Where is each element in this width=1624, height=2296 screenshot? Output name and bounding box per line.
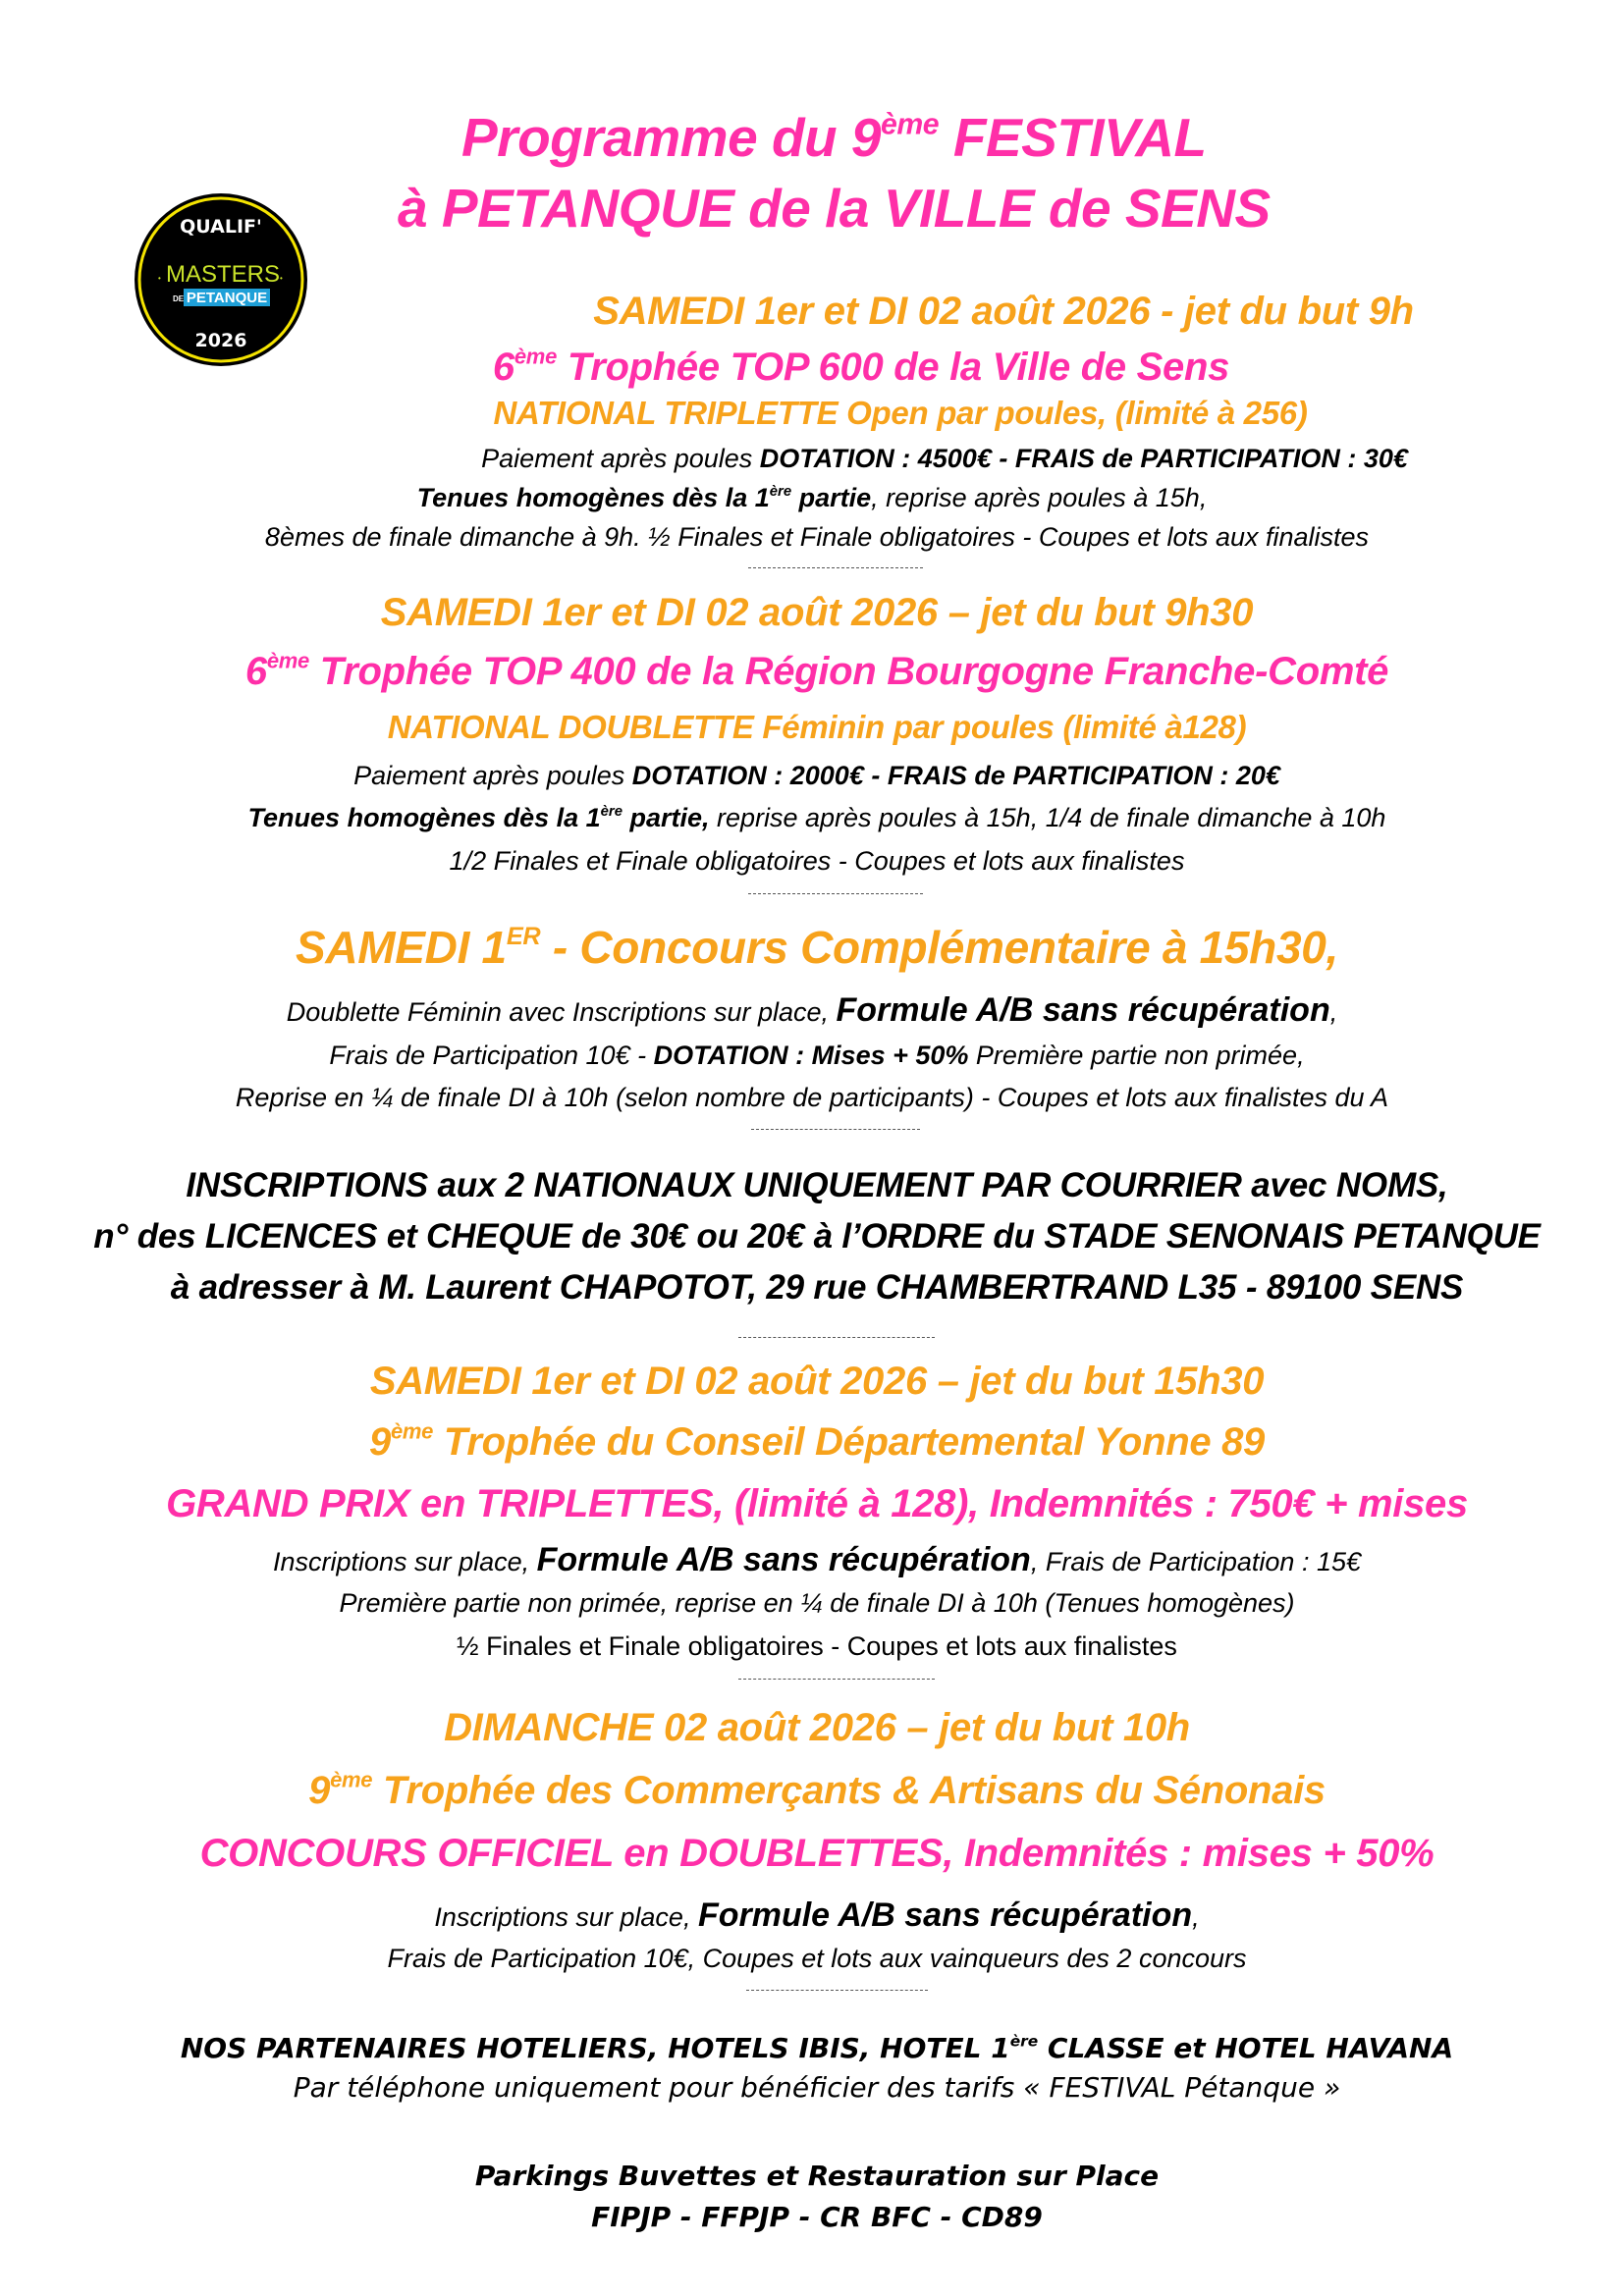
s1-finals: 8èmes de finale dimanche à 9h. ½ Finales et Finale obligatoires - Coupes et lots aux finalistes [264, 522, 1370, 552]
separator [746, 1990, 928, 1991]
s4-formule: Formule A/B sans récupération [536, 1541, 1031, 1578]
logo-year-text: 2026 [194, 330, 247, 351]
logo-qualif-text: QUALIF' [180, 216, 262, 238]
partners-text: NOS PARTENAIRES HOTELIERS, HOTELS IBIS, HOTEL 1 [180, 2032, 1010, 2064]
s4-line-1-text: Inscriptions sur place, [273, 1547, 537, 1576]
separator [738, 1679, 935, 1680]
partners-post: CLASSE et HOTEL HAVANA [1038, 2032, 1454, 2064]
s2-tenues-rest: reprise après poules à 15h, 1/4 de finale dimanche à 10h [709, 803, 1386, 832]
s1-trophy-text: Trophée TOP 600 de la Ville de Sens [557, 346, 1230, 389]
s2-tenues-bold2: partie, [622, 803, 710, 832]
s5-type: CONCOURS OFFICIEL en DOUBLETTES, Indemnités : mises + 50% [199, 1832, 1435, 1875]
s5-date: DIMANCHE 02 août 2026 – jet du but 10h [444, 1706, 1190, 1749]
phone-line: Par téléphone uniquement pour bénéficier des tarifs « FESTIVAL Pétanque » [293, 2071, 1341, 2104]
s5-trophy [5, 1769, 1624, 1813]
s1-tenues-bold: Tenues homogènes dès la 1 [416, 483, 770, 512]
s3-dotation: DOTATION : Mises + 50% [653, 1041, 969, 1070]
s3-line-3: Reprise en ¼ de finale DI à 10h (selon nombre de participants) - Coupes et lots aux finalistes du A [235, 1083, 1389, 1112]
page-title-line-1 [461, 106, 1296, 169]
logo-petanque-text: PETANQUE [186, 290, 268, 306]
s1-payment [133, 444, 1624, 474]
s1-dotation: DOTATION : 4500€ - FRAIS de PARTICIPATION : 30€ [759, 444, 1408, 473]
s3-line-2 [5, 1041, 1624, 1071]
separator [738, 1337, 935, 1338]
partners-sup: ère [1009, 2032, 1039, 2051]
federations-line: FIPJP - FFPJP - CR BFC - CD89 [591, 2201, 1043, 2233]
inscriptions-line-2: n° des LICENCES et CHEQUE de 30€ ou 20€ à l’ORDRE du STADE SENONAIS PETANQUE [93, 1217, 1541, 1255]
s1-trophy-sup: ème [514, 344, 558, 369]
s5-line-1-post: , [1192, 1902, 1200, 1932]
title-text: Programme du 9 [461, 107, 882, 168]
s5-trophy-text: Trophée des Commerçants & Artisans du Sénonais [372, 1769, 1326, 1812]
s3-heading-sup: ER [506, 923, 541, 951]
s2-type: NATIONAL DOUBLETTE Féminin par poules (limité à128) [387, 709, 1247, 745]
logo-de-text: DE [173, 294, 185, 303]
partners-line [5, 2032, 1624, 2064]
s2-trophy-text: Trophée TOP 400 de la Région Bourgogne Franche-Comté [308, 650, 1389, 693]
inscriptions-line-1: INSCRIPTIONS aux 2 NATIONAUX UNIQUEMENT PAR COURRIER avec NOMS, [186, 1166, 1448, 1204]
s2-trophy-sup: ème [266, 648, 309, 673]
s2-tenues-sup: ère [600, 803, 623, 820]
qualif-masters-logo [133, 191, 309, 368]
s4-trophy-num: 9 [369, 1420, 391, 1464]
logo-dot-right: • [280, 274, 283, 283]
s3-line-2-post: Première partie non primée, [968, 1041, 1305, 1070]
s5-line-2: Frais de Participation 10€, Coupes et lots aux vainqueurs des 2 concours [387, 1944, 1247, 1973]
s2-tenues [5, 803, 1624, 833]
s3-line-1 [0, 991, 1624, 1030]
s3-line-1-text: Doublette Féminin avec Inscriptions sur place, [286, 997, 837, 1027]
s5-trophy-num: 9 [308, 1769, 331, 1812]
s1-tenues-bold2: partie [791, 483, 872, 512]
title-sup: ème [881, 108, 940, 141]
s1-trophy [49, 346, 1624, 390]
s2-trophy-num: 6 [244, 650, 267, 693]
s2-trophy [5, 650, 1624, 694]
s4-type: GRAND PRIX en TRIPLETTES, (limité à 128), Indemnités : 750€ + mises [166, 1482, 1468, 1525]
s5-line-1-text: Inscriptions sur place, [434, 1902, 698, 1932]
s5-trophy-sup: ème [330, 1767, 373, 1792]
s4-line-1 [5, 1541, 1624, 1579]
s3-heading [5, 921, 1624, 974]
s2-payment-text: Paiement après poules [353, 761, 632, 790]
s1-payment-text: Paiement après poules [481, 444, 760, 473]
s1-tenues-rest: , reprise après poules à 15h, [871, 483, 1208, 512]
parking-line: Parkings Buvettes et Restauration sur Place [474, 2160, 1160, 2192]
s5-line-1 [5, 1896, 1624, 1935]
s3-heading-post: - Concours Complémentaire à 15h30, [540, 922, 1339, 973]
separator [748, 567, 923, 568]
title-festival: FESTIVAL [939, 107, 1207, 168]
s4-line-1-post: , Frais de Participation : 15€ [1030, 1547, 1361, 1576]
s1-date: SAMEDI 1er et DI 02 août 2026 - jet du but 9h [593, 290, 1414, 333]
s2-tenues-bold: Tenues homogènes dès la 1 [247, 803, 601, 832]
inscriptions-line-3: à adresser à M. Laurent CHAPOTOT, 29 rue CHAMBERTRAND L35 - 89100 SENS [170, 1268, 1464, 1307]
s5-formule: Formule A/B sans récupération [697, 1896, 1193, 1934]
s4-trophy [5, 1420, 1624, 1465]
separator [751, 1129, 920, 1130]
s4-trophy-sup: ème [390, 1418, 434, 1444]
separator [748, 893, 923, 894]
s3-formule: Formule A/B sans récupération [836, 991, 1330, 1029]
s3-line-1-post: , [1329, 997, 1338, 1027]
s2-dotation: DOTATION : 2000€ - FRAIS de PARTICIPATION : 20€ [631, 761, 1280, 790]
page-title-line-2: à PETANQUE de la VILLE de SENS [398, 178, 1271, 239]
s1-tenues-sup: ère [769, 483, 792, 500]
s4-trophy-text: Trophée du Conseil Départemental Yonne 89 [433, 1420, 1265, 1464]
logo-dot-left: • [158, 274, 161, 283]
s1-type: NATIONAL TRIPLETTE Open par poules, (limité à 256) [493, 395, 1308, 431]
s2-date: SAMEDI 1er et DI 02 août 2026 – jet du but 9h30 [380, 591, 1254, 634]
s1-tenues [0, 483, 1624, 513]
logo-masters-text: MASTERS [165, 261, 281, 288]
s4-line-2: Première partie non primée, reprise en ¼ de finale DI à 10h (Tenues homogènes) [339, 1588, 1295, 1618]
s4-line-3: ½ Finales et Finale obligatoires - Coupes et lots aux finalistes [457, 1631, 1177, 1661]
s1-trophy-num: 6 [492, 346, 514, 389]
s2-payment [5, 761, 1624, 791]
s3-line-2-text: Frais de Participation 10€ - [329, 1041, 654, 1070]
s4-date: SAMEDI 1er et DI 02 août 2026 – jet du but 15h30 [369, 1360, 1265, 1403]
s3-heading-pre: SAMEDI 1 [295, 922, 507, 973]
s2-finals: 1/2 Finales et Finale obligatoires - Coupes et lots aux finalistes [449, 846, 1185, 876]
